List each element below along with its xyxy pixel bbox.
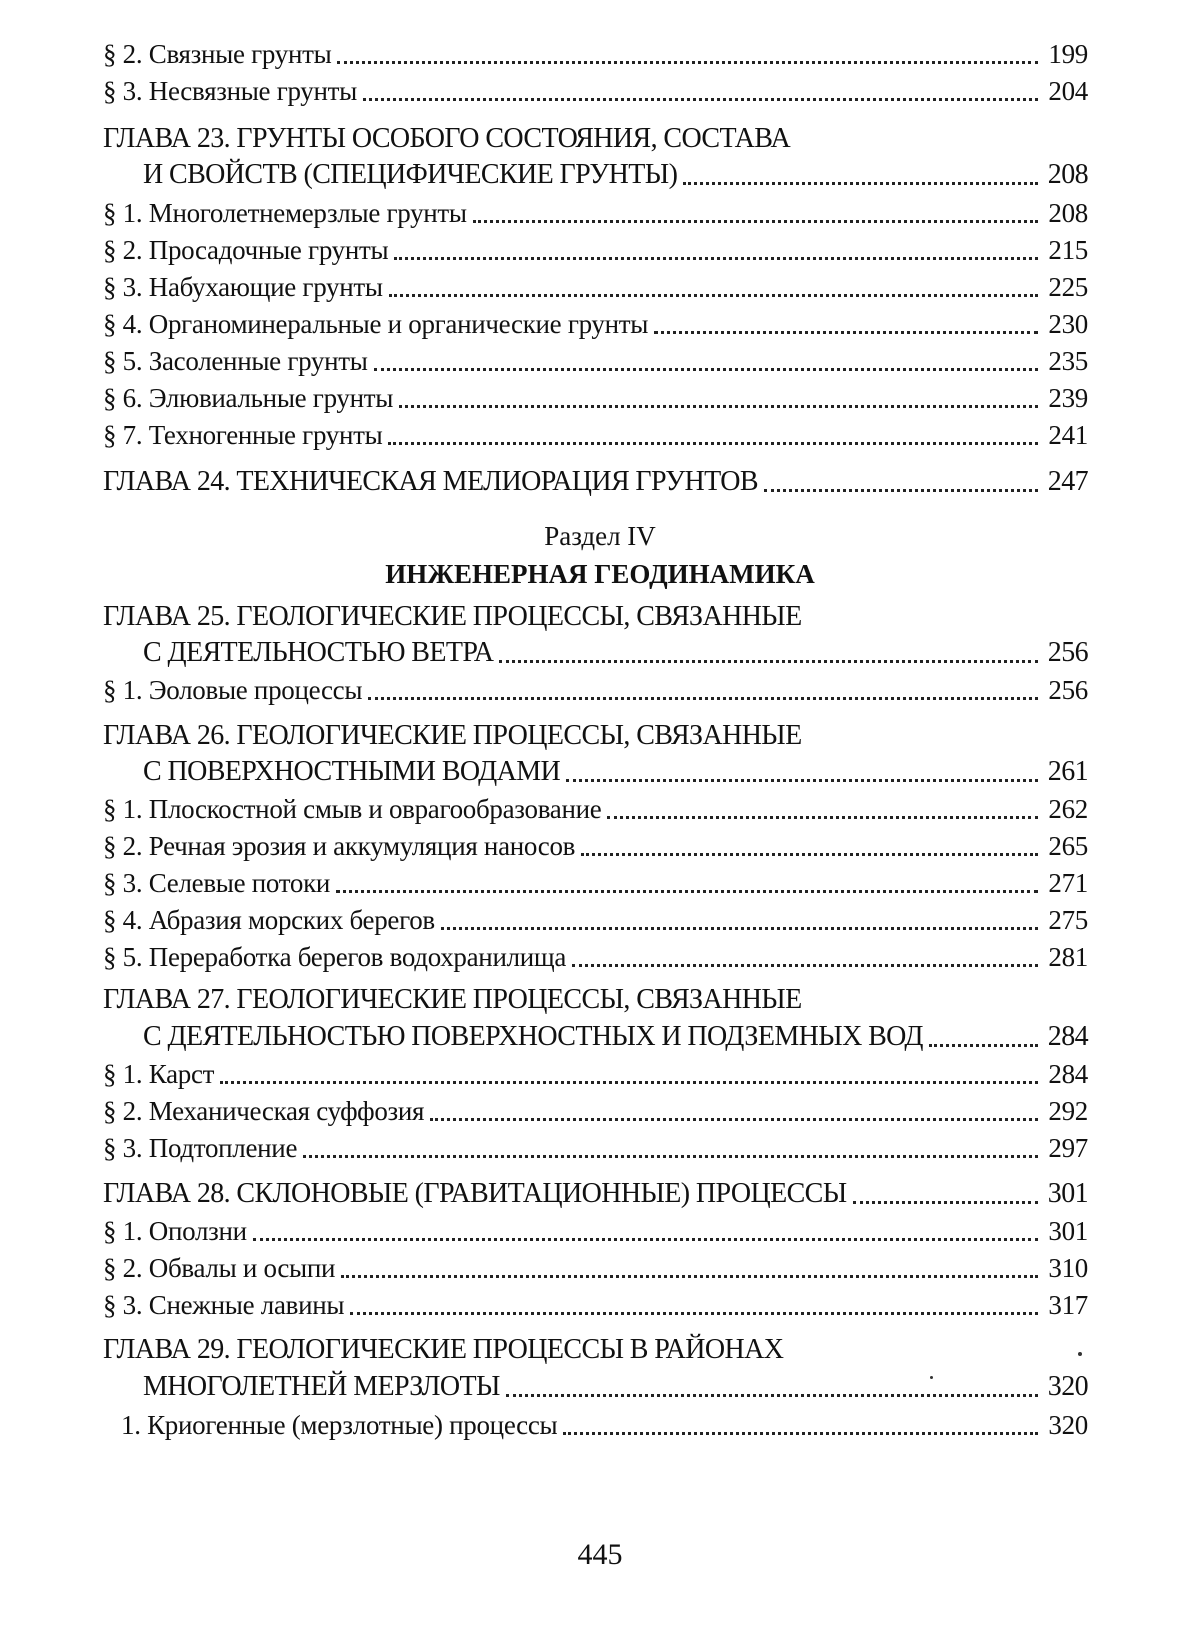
- dot-leader: [581, 853, 1038, 856]
- toc-entry-title: § 5. Засоленные грунты: [103, 346, 368, 376]
- section-title: ИНЖЕНЕРНАЯ ГЕОДИНАМИКА: [385, 559, 815, 589]
- toc-entry-title: ГЛАВА 24. ТЕХНИЧЕСКАЯ МЕЛИОРАЦИЯ ГРУНТОВ: [103, 466, 758, 497]
- toc-entry[interactable]: [103, 342, 1088, 380]
- toc-entry[interactable]: [103, 1055, 1088, 1093]
- toc-entry-title: § 7. Техногенные грунты: [103, 420, 383, 450]
- toc-entry-page: 317: [1048, 1290, 1088, 1320]
- chapter-heading[interactable]: ГЛАВА 29. ГЕОЛОГИЧЕСКИЕ ПРОЦЕССЫ В РАЙОНАХ: [103, 1334, 784, 1365]
- toc-entry-title: С ДЕЯТЕЛЬНОСТЬЮ ПОВЕРХНОСТНЫХ И ПОДЗЕМНЫХ ВОД: [143, 1021, 923, 1052]
- toc-entry[interactable]: [103, 463, 1088, 501]
- toc-entry[interactable]: [103, 827, 1088, 865]
- toc-entry-title: § 1. Многолетнемерзлые грунты: [103, 198, 467, 228]
- toc-entry-title: § 1. Карст: [103, 1059, 215, 1089]
- dot-leader: [430, 1118, 1038, 1121]
- toc-entry-page: 320: [1048, 1410, 1088, 1440]
- toc-entry[interactable]: [103, 1249, 1088, 1287]
- toc-entry-page: 199: [1048, 39, 1088, 69]
- toc-entry[interactable]: [103, 1129, 1088, 1167]
- toc-entry[interactable]: [103, 1212, 1088, 1250]
- dot-leader: [764, 489, 1038, 492]
- toc-entry-page: 301: [1047, 1178, 1088, 1209]
- toc-entry[interactable]: [103, 416, 1088, 454]
- toc-entry-page: 275: [1048, 905, 1088, 935]
- scan-speck: [1078, 1352, 1082, 1356]
- toc-entry-page: 320: [1047, 1371, 1088, 1402]
- toc-entry[interactable]: [103, 305, 1088, 343]
- dot-leader: [654, 331, 1038, 334]
- toc-entry-title: § 1. Эоловые процессы: [103, 675, 363, 705]
- dot-leader: [220, 1081, 1038, 1084]
- toc-entry[interactable]: [121, 1406, 1088, 1444]
- toc-entry-title: § 2. Обвалы и осыпи: [103, 1253, 336, 1283]
- dot-leader: [337, 61, 1038, 64]
- toc-entry-page: 261: [1047, 756, 1088, 787]
- dot-leader: [853, 1201, 1038, 1204]
- chapter-heading[interactable]: ГЛАВА 23. ГРУНТЫ ОСОБОГО СОСТОЯНИЯ, СОСТАВА: [103, 123, 791, 154]
- dot-leader: [399, 405, 1038, 408]
- toc-entry-page: 230: [1048, 309, 1088, 339]
- toc-entry[interactable]: [103, 1175, 1088, 1213]
- dot-leader: [929, 1044, 1038, 1047]
- toc-entry[interactable]: [103, 72, 1088, 110]
- toc-entry-page: 265: [1048, 831, 1088, 861]
- toc-entry-title: 1. Криогенные (мерзлотные) процессы: [121, 1410, 558, 1440]
- toc-entry[interactable]: [103, 790, 1088, 828]
- dot-leader: [363, 98, 1038, 101]
- toc-entry-page: 281: [1048, 942, 1088, 972]
- toc-entry-page: 241: [1048, 420, 1088, 450]
- toc-entry-title: § 2. Связные грунты: [103, 39, 332, 69]
- toc-entry[interactable]: [143, 753, 1088, 791]
- section-label: Раздел IV: [544, 521, 656, 551]
- toc-entry-page: 239: [1048, 383, 1088, 413]
- toc-entry-title: ГЛАВА 28. СКЛОНОВЫЕ (ГРАВИТАЦИОННЫЕ) ПРОЦЕССЫ: [103, 1178, 847, 1209]
- toc-entry-title: § 3. Несвязные грунты: [103, 76, 357, 106]
- dot-leader: [350, 1312, 1038, 1315]
- toc-entry-title: § 4. Абразия морских берегов: [103, 905, 435, 935]
- toc-entry-page: 256: [1048, 675, 1088, 705]
- toc-entry-page: 204: [1048, 76, 1088, 106]
- dot-leader: [389, 294, 1038, 297]
- toc-entry[interactable]: [103, 901, 1088, 939]
- toc-entry-title: § 5. Переработка берегов водохранилища: [103, 942, 567, 972]
- toc-entry[interactable]: [103, 194, 1088, 232]
- toc-entry[interactable]: [103, 864, 1088, 902]
- toc-entry[interactable]: [143, 156, 1088, 194]
- toc-entry-page: 256: [1047, 637, 1088, 668]
- toc-entry-title: § 2. Речная эрозия и аккумуляция наносов: [103, 831, 576, 861]
- toc-entry-title: § 1. Оползни: [103, 1216, 247, 1246]
- toc-entry-title: С ПОВЕРХНОСТНЫМИ ВОДАМИ: [143, 756, 561, 787]
- toc-entry-page: 215: [1048, 235, 1088, 265]
- toc-entry-title: § 4. Органоминеральные и органические грунты: [103, 309, 649, 339]
- chapter-heading[interactable]: ГЛАВА 25. ГЕОЛОГИЧЕСКИЕ ПРОЦЕССЫ, СВЯЗАННЫЕ: [103, 601, 802, 632]
- toc-entry-page: 271: [1048, 868, 1088, 898]
- chapter-heading[interactable]: ГЛАВА 26. ГЕОЛОГИЧЕСКИЕ ПРОЦЕССЫ, СВЯЗАННЫЕ: [103, 720, 802, 751]
- dot-leader: [572, 964, 1038, 967]
- dot-leader: [336, 890, 1038, 893]
- toc-entry-page: 262: [1048, 794, 1088, 824]
- toc-entry-page: 208: [1047, 159, 1088, 190]
- toc-entry[interactable]: [103, 379, 1088, 417]
- toc-entry[interactable]: [103, 35, 1088, 73]
- toc-entry-title: § 3. Снежные лавины: [103, 1290, 345, 1320]
- toc-entry-page: 284: [1048, 1059, 1088, 1089]
- toc-entry-page: 301: [1048, 1216, 1088, 1246]
- dot-leader: [441, 927, 1038, 930]
- dot-leader: [566, 779, 1038, 782]
- toc-entry[interactable]: [103, 938, 1088, 976]
- toc-entry-page: 208: [1048, 198, 1088, 228]
- toc-entry-page: 310: [1048, 1253, 1088, 1283]
- toc-entry-page: 235: [1048, 346, 1088, 376]
- toc-entry-title: § 6. Элювиальные грунты: [103, 383, 394, 413]
- toc-entry[interactable]: [103, 268, 1088, 306]
- toc-entry-title: И СВОЙСТВ (СПЕЦИФИЧЕСКИЕ ГРУНТЫ): [143, 159, 678, 190]
- dot-leader: [368, 697, 1038, 700]
- toc-entry-page: 297: [1048, 1133, 1088, 1163]
- dot-leader: [388, 442, 1038, 445]
- toc-entry-title: § 3. Селевые потоки: [103, 868, 331, 898]
- scan-speck: [930, 1376, 933, 1379]
- toc-entry-title: § 3. Подтопление: [103, 1133, 298, 1163]
- page-number: 445: [577, 1538, 623, 1571]
- toc-entry-page: 225: [1048, 272, 1088, 302]
- toc-entry-page: 292: [1048, 1096, 1088, 1126]
- dot-leader: [563, 1432, 1038, 1435]
- dot-leader: [499, 660, 1038, 663]
- toc-entry-title: § 3. Набухающие грунты: [103, 272, 383, 302]
- toc-entry-title: С ДЕЯТЕЛЬНОСТЬЮ ВЕТРА: [143, 637, 494, 668]
- dot-leader: [683, 182, 1038, 185]
- dot-leader: [374, 368, 1038, 371]
- toc-entry-page: 247: [1047, 466, 1088, 497]
- toc-entry[interactable]: [103, 1286, 1088, 1324]
- toc-entry[interactable]: [143, 1018, 1088, 1056]
- toc-entry[interactable]: [143, 1368, 1088, 1406]
- dot-leader: [394, 257, 1038, 260]
- toc-entry-title: § 2. Механическая суффозия: [103, 1096, 425, 1126]
- toc-entry-title: МНОГОЛЕТНЕЙ МЕРЗЛОТЫ: [143, 1371, 500, 1402]
- dot-leader: [506, 1394, 1038, 1397]
- toc-entry-page: 284: [1047, 1021, 1088, 1052]
- dot-leader: [253, 1238, 1038, 1241]
- dot-leader: [607, 816, 1038, 819]
- toc-entry[interactable]: [143, 634, 1088, 672]
- dot-leader: [303, 1155, 1038, 1158]
- toc-entry[interactable]: [103, 231, 1088, 269]
- dot-leader: [473, 220, 1038, 223]
- toc-entry-title: § 1. Плоскостной смыв и оврагообразование: [103, 794, 602, 824]
- dot-leader: [341, 1275, 1038, 1278]
- toc-entry-title: § 2. Просадочные грунты: [103, 235, 389, 265]
- toc-entry[interactable]: [103, 671, 1088, 709]
- chapter-heading[interactable]: ГЛАВА 27. ГЕОЛОГИЧЕСКИЕ ПРОЦЕССЫ, СВЯЗАННЫЕ: [103, 984, 802, 1015]
- toc-entry[interactable]: [103, 1092, 1088, 1130]
